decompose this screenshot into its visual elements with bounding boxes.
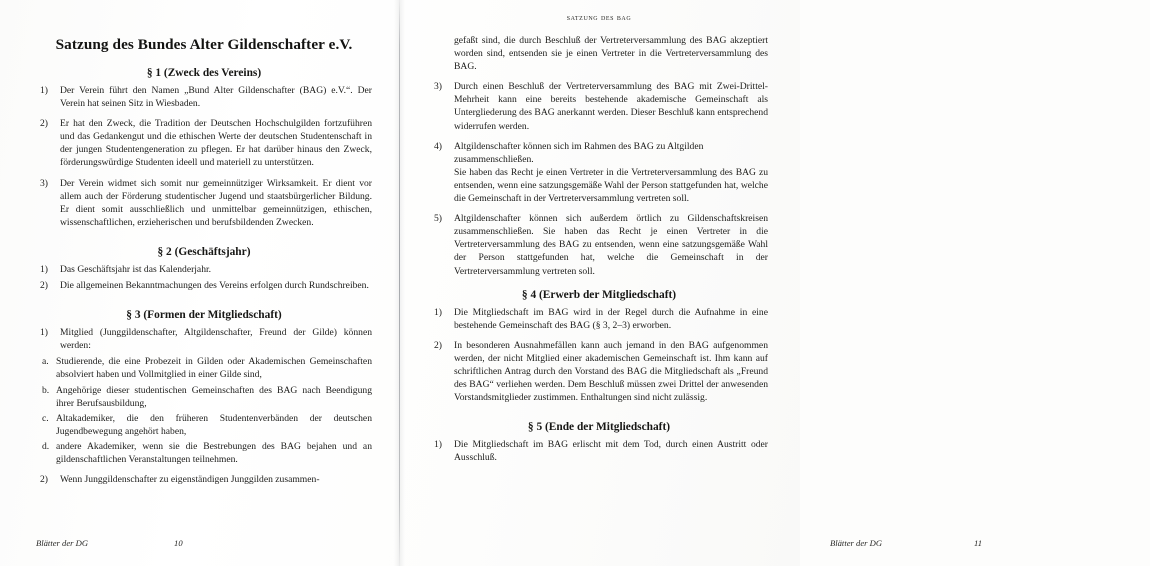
section-heading-2: § 2 (Geschäftsjahr) <box>157 245 251 258</box>
list-item <box>430 306 768 332</box>
item-marker: 3) <box>40 177 48 189</box>
right-running-head: satzung des bag <box>566 12 632 22</box>
sub-item-marker: b. <box>42 384 50 396</box>
list-item <box>430 438 768 464</box>
list-item <box>36 473 372 486</box>
left-page <box>0 0 400 566</box>
page-number: 11 <box>974 538 983 548</box>
left-page-footer <box>36 538 366 548</box>
item-marker: 2) <box>40 280 48 292</box>
sub-list <box>36 355 372 466</box>
item-text: Der Verein widmet sich somit nur gemeinnütziger Wirksamkeit. Er dient vor allem auch der Förderung studentischer Jugend und staatsbürgerlicher Bildung. Er dient somit ausschließlich und unmittelbar gemeinnützigen, ethischen, wissenschaftlichen, erzieherischen und berufsbildenden Zwecken. <box>60 177 372 228</box>
item-marker: 5) <box>434 213 442 225</box>
item-marker: 1) <box>40 263 48 275</box>
list-item <box>36 117 372 169</box>
item-marker: 1) <box>434 439 442 451</box>
right-page <box>400 0 983 566</box>
item-text: Der Verein führt den Namen „Bund Alter Gildenschafter (BAG) e.V.“. Der Verein hat seinen Sitz in Wiesbaden. <box>60 85 372 110</box>
right-page-footer <box>830 538 1150 548</box>
list-item <box>36 279 372 292</box>
section-heading-1: § 1 (Zweck des Vereins) <box>146 67 262 79</box>
item-marker: 1) <box>40 85 48 96</box>
item-text: Wenn Junggildenschafter zu eigenständigen Junggilden zusammen- <box>60 474 320 486</box>
sub-item-text: Angehörige dieser studentischen Gemeinschaften des BAG nach Beendigung ihrer Berufsausbildung, <box>56 384 372 409</box>
footer-source: Blätter der DG <box>36 538 89 548</box>
item-text: Die allgemeinen Bekanntmachungen des Vereins erfolgen durch Rundschreiben. <box>60 280 369 292</box>
item-marker: 1) <box>40 327 48 339</box>
item-text: Durch einen Beschluß der Vertreterversammlung des BAG mit Zwei-Drittel-Mehrheit kann eine bereits bestehende akademische Gemeinschaft als Untergliederung des BAG anerkannt werden. Dieser Beschluß kann entsprechend widerrufen werden. <box>454 81 768 132</box>
item-marker: 4) <box>434 140 442 152</box>
sub-item-marker: a. <box>42 356 49 368</box>
item-marker: 2) <box>434 339 442 351</box>
item-marker: 2) <box>40 118 48 130</box>
section-heading-4: § 4 (Erwerb der Mitgliedschaft) <box>521 288 677 301</box>
list-item <box>36 326 372 352</box>
list-item <box>430 212 768 277</box>
item-text: Die Mitgliedschaft im BAG erlischt mit dem Tod, durch einen Austritt oder Ausschluß. <box>454 439 768 464</box>
item-text: Altgildenschafter können sich außerdem örtlich zu Gildenschaftskreisen zusammenschließen. Sie haben das Recht je einen Vertreter in die Vertreterversammlung des BAG zu entsenden, wenn eine satzungsgemäße Wahl der Person stattgefunden hat, welche die Gemeinschaft in der Vertreterversammlung vertreten soll. <box>454 213 768 277</box>
sub-list-item <box>36 440 372 466</box>
item-continuation-text: Sie haben das Recht je einen Vertreter in die Vertreterversammlung des BAG zu entsenden, wenn eine satzungsgemäße Wahl der Person stattgefunden hat, welche die Gemeinschaft in der Vertreterversammlung vertreten soll. <box>454 166 768 205</box>
sub-item-text: Altakademiker, die den früheren Studentenverbänden der deutschen Jugendbewegung angehört haben, <box>56 412 372 437</box>
list-item <box>36 84 372 110</box>
item-marker: 1) <box>434 306 442 318</box>
item-text: Die Mitgliedschaft im BAG wird in der Regel durch die Aufnahme in eine bestehende Gemeinschaft des BAG (§ 3, 2–3) erworben. <box>454 306 768 331</box>
item-text-group <box>454 140 768 205</box>
page-number: 10 <box>174 538 183 548</box>
list-item <box>430 80 768 132</box>
item-text: Mitglied (Junggildenschafter, Altgildenschafter, Freund der Gilde) können werden: <box>60 327 372 352</box>
item-text: Altgildenschafter können sich im Rahmen des BAG zu Altgilden zusammenschließen. <box>454 140 704 165</box>
item-marker: 3) <box>434 81 442 93</box>
item-text: In besonderen Ausnahmefällen kann auch jemand in den BAG aufgenommen werden, der nicht Mitglied einer akademischen Gemeinschaft ist. Ihm kann auf schriftlichen Antrag durch den Vorstand des BAG die Mitgliedschaft als „Freund des BAG“ verliehen werden. Dem Beschluß müssen zwei Drittel der anwesenden Vorstandsmitglieder zustimmen. Enthaltungen sind nicht zulässig. <box>454 339 768 404</box>
page-title: Satzung des Bundes Alter Gildenschafter e.V. <box>55 36 353 53</box>
section-heading-3: § 3 (Formen der Mitgliedschaft) <box>126 309 282 322</box>
sub-item-marker: c. <box>42 412 49 424</box>
footer-source: Blätter der DG <box>830 538 883 548</box>
sub-list-item <box>36 384 372 410</box>
sub-item-text: Studierende, die eine Probezeit in Gilden oder Akademischen Gemeinschaften absolviert haben und Vollmitglied in einer Gilde sind, <box>56 356 372 381</box>
sub-list-item <box>36 412 372 438</box>
sub-item-text: andere Akademiker, wenn sie die Bestrebungen des BAG bejahen und an gildenschaftlichen Veranstaltungen teilnehmen. <box>56 440 372 465</box>
sub-list-item <box>36 355 372 381</box>
continuation-text: gefaßt sind, die durch Beschluß der Vertreterversammlung des BAG akzeptiert worden sind, entsenden sie je einen Vertreter in die Vertreterversammlung des BAG. <box>454 35 768 73</box>
item-text: Er hat den Zweck, die Tradition der Deutschen Hochschulgilden fortzuführen und das Gedankengut und die ethischen Werte der deutschen Studentenschaft in der jungen Studentengeneration zu pflegen. Er hat darüber hinaus den Zweck, förderungswürdige Studenten ideell und materiell zu unterstützen. <box>60 118 372 169</box>
item-marker: 2) <box>40 474 48 486</box>
section-heading-5: § 5 (Ende der Mitgliedschaft) <box>527 421 671 434</box>
list-item <box>36 177 372 229</box>
list-item <box>36 263 372 276</box>
list-item <box>430 140 768 205</box>
continuation-paragraph <box>430 34 768 73</box>
list-item <box>430 339 768 404</box>
sub-item-marker: d. <box>42 440 50 452</box>
item-text: Das Geschäftsjahr ist das Kalenderjahr. <box>60 263 212 275</box>
